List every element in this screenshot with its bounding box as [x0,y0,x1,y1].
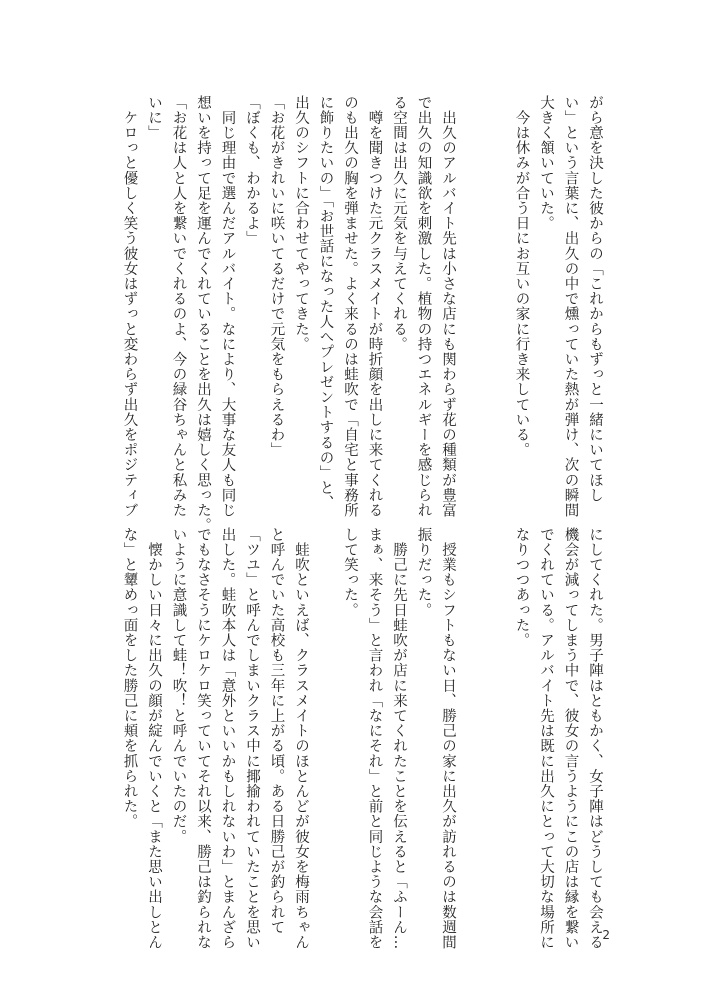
text-line: る空間は出久に元気を与えてくれる。 [391,95,407,352]
text-block-top [117,95,607,533]
text-line: 大きく頷いていた。 [538,95,554,231]
text-line: 「ツユ」と呼んでしまいクラス中に揶揄われていたことを思い [244,527,260,950]
text-line: 同じ理由で選んだアルバイト。なにより、大事な友人も同じ [219,95,236,518]
text-line: ケロっと優しく笑う彼女はずっと変わらず出久をポジティブ [121,95,138,518]
text-line: に飾りたいの」「お世話になった人へプレゼントするの」と、 [317,95,334,511]
text-line: 勝己に先日蛙吹が店に来てくれたことを伝えると「ふーん… [391,527,407,950]
text-line: 想いを持って足を運んでくれていることを出久は嬉しく思った。 [195,95,211,533]
text-line: のも出久の胸を弾ませた。よく来るのは蛙吹で「自宅と事務所 [342,95,358,518]
text-line: にしてくれた。男子陣はともかく、女子陣はどうしても会える [587,527,603,950]
blank-line [485,95,510,495]
text-line: 授業もシフトもない日、勝己の家に出久が訪れるのは数週間 [440,527,456,950]
text-line: 蛙吹といえば、クラスメイトのほとんどが彼女を梅雨ちゃん [293,527,309,950]
blank-line [460,527,485,927]
text-line: 「お花がきれいに咲いてるだけで元気をもらえるわ」 [268,95,285,458]
blank-line [313,527,338,927]
text-line: 懐かしい日々に出久の顔が綻んでいくと「また思い出しとん [146,527,162,950]
text-line: まぁ、来そう」と言われ「なにそれ」と前と同じような会話を [366,527,383,950]
text-line: 「お花は人と人を繋いでくれるのよ、今の緑谷ちゃんと私みた [170,95,187,518]
text-line: 出久のアルバイト先は小さな店にも関わらず花の種類が豊富 [440,95,456,518]
text-line: 「ぼくも、わかるよ」 [244,95,260,246]
text-line: いように意識して蛙！吹！と呼んでいたのだ。 [170,527,187,845]
text-line: でもなさそうにケロケロ笑っていてそれ以来、勝己は釣られな [195,527,211,950]
text-line: 機会が減ってしまう中で、彼女の言うようにこの店は縁を繋い [562,527,579,950]
page-number: 2 [602,928,610,942]
text-line: い」という言葉に、出久の中で燻っていた熱が弾け、次の瞬間 [562,95,579,518]
text-line: して笑った。 [342,527,358,618]
text-line: 出した。蛙吹本人は「意外といいかもしれないわ」とまんざら [219,527,236,950]
text-line: と呼んでいた高校も三年に上がる頃。ある日勝己が釣られて [268,527,285,935]
text-line: な」と顰めっ面をした勝己に頬を抓られた。 [121,527,138,829]
text-line: でくれている。アルバイト先は既に出久にとって大切な場所に [538,527,554,950]
blank-line [460,95,485,495]
text-block-bottom [117,527,607,950]
text-line: 今は休みが合う日にお互いの家に行き来している。 [513,95,530,458]
text-line: いに」 [146,95,162,141]
text-line: がら意を決した彼からの「これからもずっと一緒にいてほし [587,95,603,503]
text-line: 噂を聞きつけた元クラスメイトが時折顔を出しに来てくれる [366,95,383,518]
text-line: で出久の知識欲を刺激した。植物の持つエネルギーを感じられ [415,95,432,518]
text-line: 振りだった。 [415,527,432,618]
text-line: 出久のシフトに合わせてやってきた。 [293,95,309,352]
blank-line [485,527,510,927]
text-line: なりつつあった。 [513,527,530,648]
